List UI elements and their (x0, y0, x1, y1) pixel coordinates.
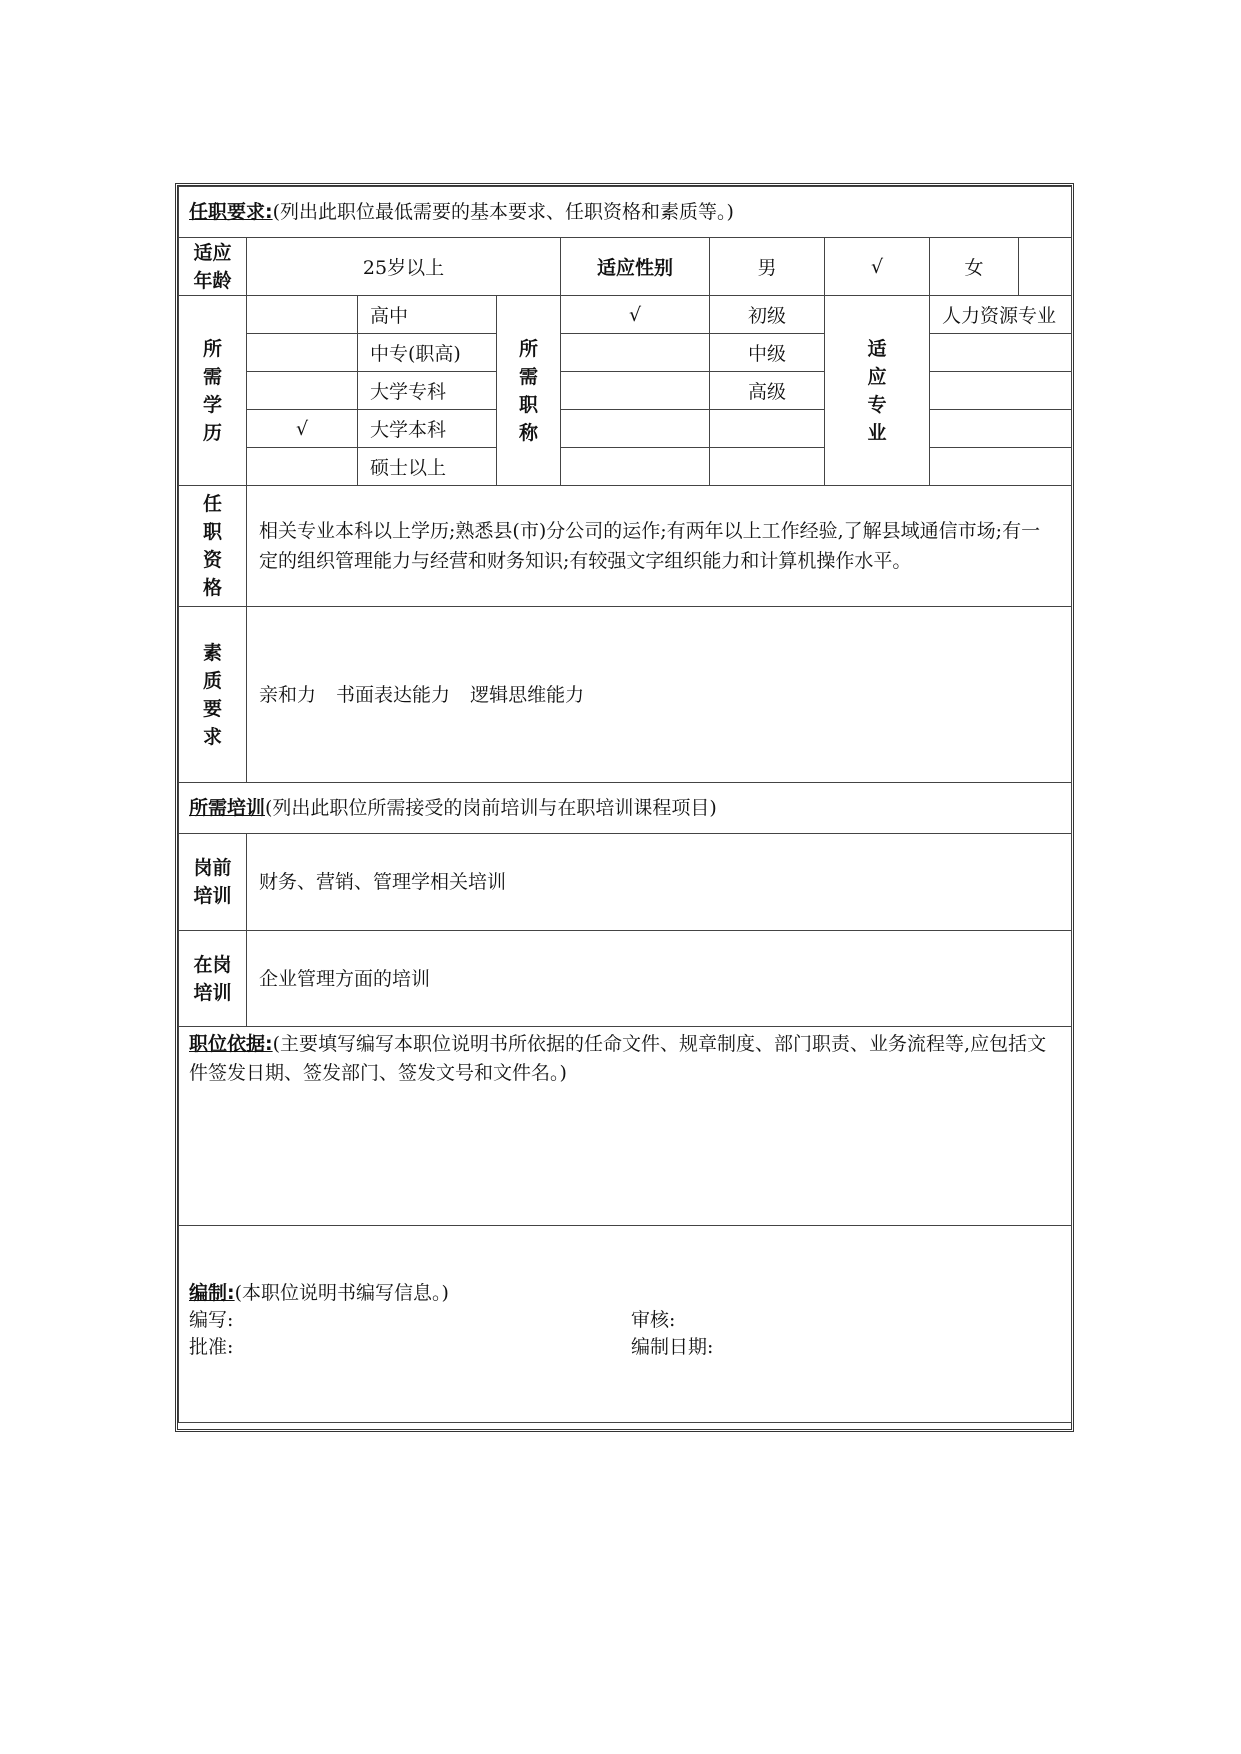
reviewer-label[interactable]: 审核: (631, 1309, 676, 1331)
gender-female-label: 女 (930, 238, 1019, 295)
basis-title: 职位依据: (189, 1033, 273, 1055)
education-mark[interactable]: √ (247, 410, 358, 448)
requirements-header (179, 187, 1072, 238)
quality-text[interactable]: 亲和力 书面表达能力 逻辑思维能力 (247, 607, 1072, 783)
title-option: 高级 (710, 372, 825, 410)
writer-label[interactable]: 编写: (189, 1309, 234, 1331)
basis-note: (主要填写编写本职位说明书所依据的任命文件、规章制度、部门职责、业务流程等,应包括文件签发日期、签发部门、签发文号和文件名。) (189, 1033, 1047, 1084)
education-mark[interactable] (247, 448, 358, 486)
title-option: 初级 (710, 296, 825, 334)
title-label: 所 需 职 称 (497, 296, 561, 486)
qualification-label: 任 职 资 格 (179, 486, 247, 607)
training-title: 所需培训 (189, 796, 266, 819)
education-option: 硕士以上 (358, 448, 497, 486)
gender-female-group (930, 238, 1072, 296)
on-training-text[interactable]: 企业管理方面的培训 (247, 931, 1072, 1027)
age-label: 适应 年龄 (179, 238, 247, 296)
education-mark[interactable] (247, 334, 358, 372)
basis-section[interactable] (179, 1027, 1072, 1226)
education-option: 高中 (358, 296, 497, 334)
title-option: 中级 (710, 334, 825, 372)
compile-title: 编制: (189, 1282, 235, 1304)
major-value[interactable]: 人力资源专业 (930, 296, 1072, 334)
education-mark[interactable] (247, 296, 358, 334)
job-description-form (178, 186, 1072, 1423)
compile-note: (本职位说明书编写信息。) (234, 1282, 449, 1304)
training-header (179, 783, 1072, 834)
major-label: 适 应 专 业 (825, 296, 930, 486)
on-training-label: 在岗 培训 (179, 931, 247, 1027)
quality-label: 素 质 要 求 (179, 607, 247, 783)
education-label: 所 需 学 历 (179, 296, 247, 486)
education-mark[interactable] (247, 372, 358, 410)
compile-section (179, 1226, 1072, 1423)
requirements-note: (列出此职位最低需要的基本要求、任职资格和素质等。) (272, 200, 734, 223)
major-value[interactable] (930, 448, 1072, 486)
title-option (710, 448, 825, 486)
education-option: 大学本科 (358, 410, 497, 448)
gender-label: 适应性别 (561, 238, 710, 296)
gender-male-label: 男 (710, 238, 825, 296)
qualification-text[interactable]: 相关专业本科以上学历;熟悉县(市)分公司的运作;有两年以上工作经验,了解县域通信市场;有一定的组织管理能力与经营和财务知识;有较强文字组织能力和计算机操作水平。 (247, 486, 1072, 607)
title-mark[interactable] (561, 334, 710, 372)
approver-label[interactable]: 批准: (189, 1336, 234, 1358)
education-option: 中专(职高) (358, 334, 497, 372)
education-option: 大学专科 (358, 372, 497, 410)
title-mark[interactable] (561, 372, 710, 410)
training-note: (列出此职位所需接受的岗前培训与在职培训课程项目) (265, 796, 717, 819)
major-value[interactable] (930, 410, 1072, 448)
title-mark[interactable] (561, 448, 710, 486)
gender-male-mark[interactable]: √ (825, 238, 930, 296)
age-value[interactable]: 25岁以上 (247, 238, 561, 296)
pre-training-label: 岗前 培训 (179, 834, 247, 931)
gender-female-mark[interactable] (1019, 238, 1071, 295)
major-value[interactable] (930, 372, 1072, 410)
major-value[interactable] (930, 334, 1072, 372)
title-option (710, 410, 825, 448)
date-label[interactable]: 编制日期: (631, 1336, 714, 1358)
pre-training-text[interactable]: 财务、营销、管理学相关培训 (247, 834, 1072, 931)
title-mark[interactable]: √ (561, 296, 710, 334)
requirements-title: 任职要求: (189, 200, 273, 223)
title-mark[interactable] (561, 410, 710, 448)
